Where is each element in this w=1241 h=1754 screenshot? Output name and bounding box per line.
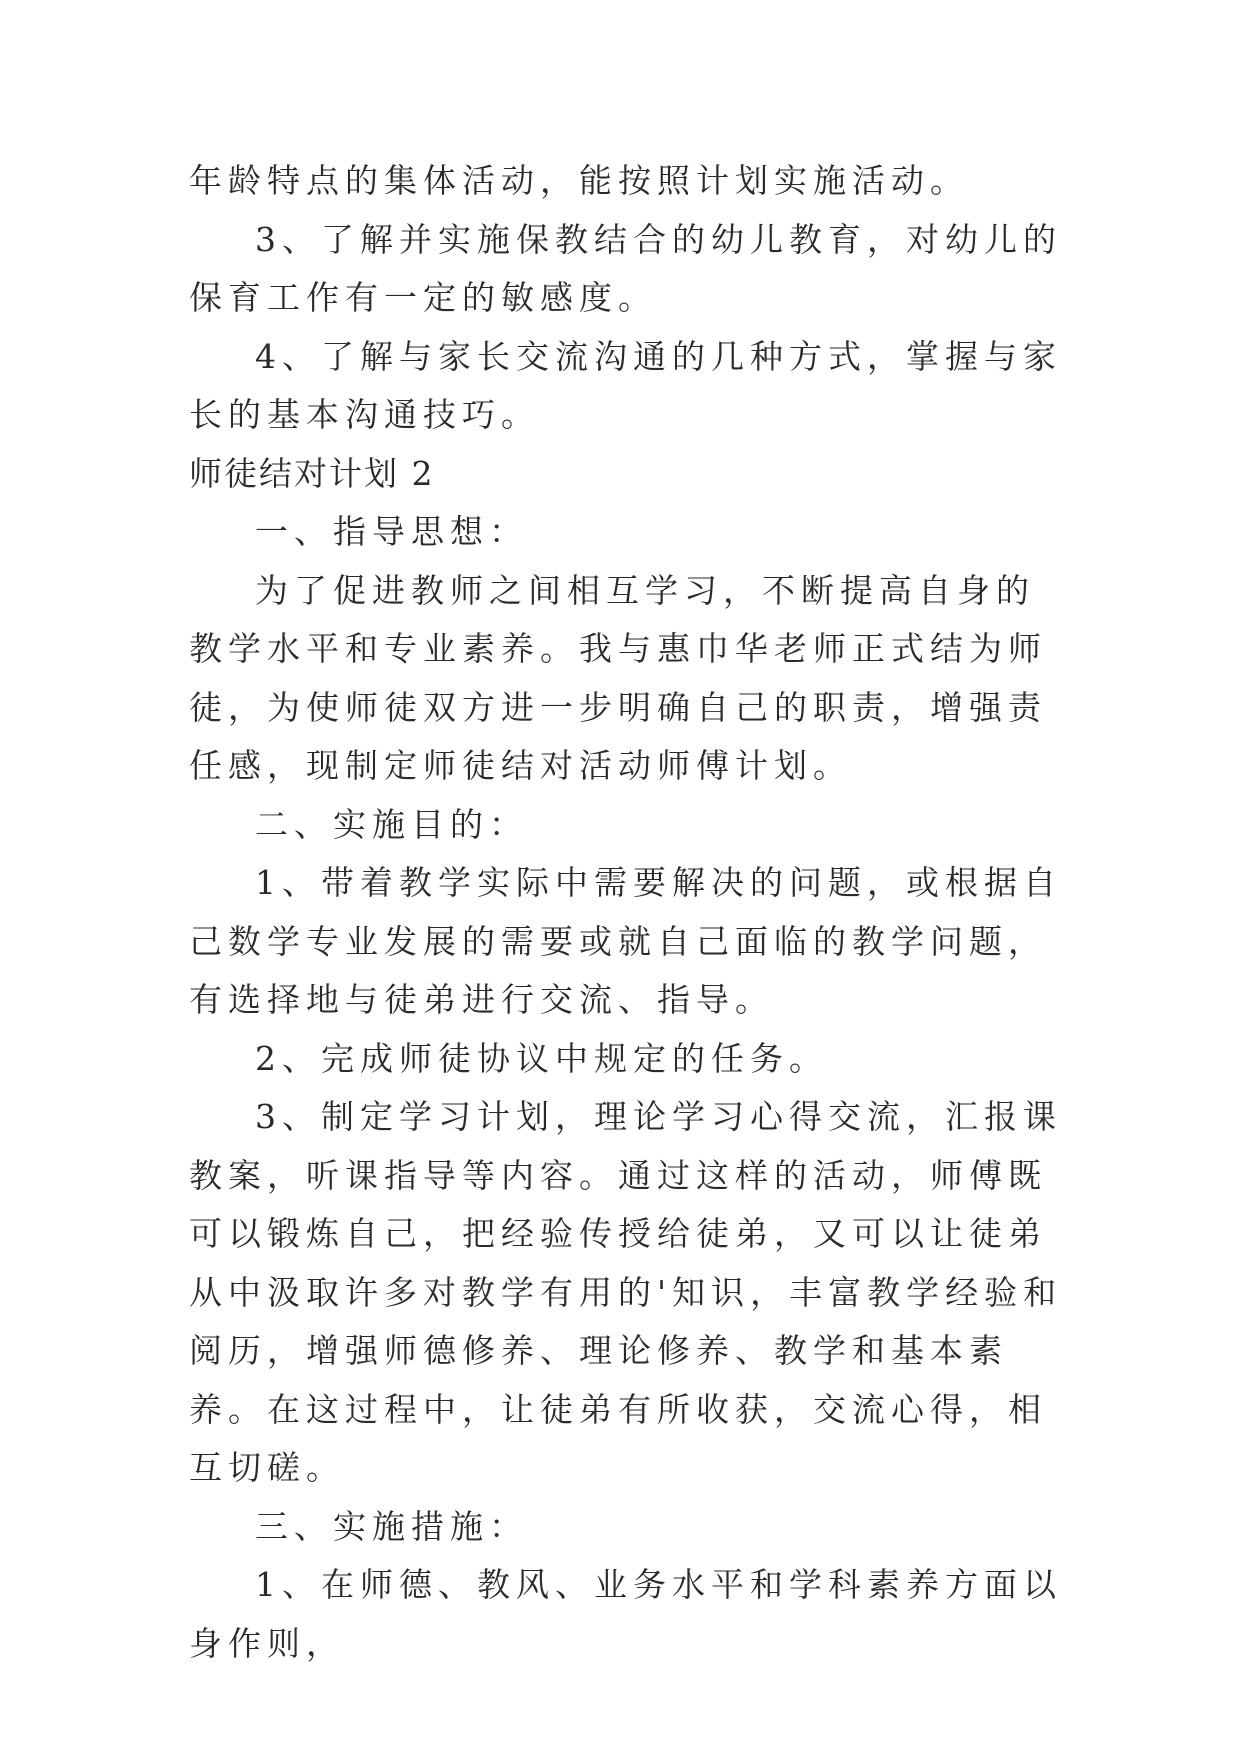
purpose-heading: 二、实施目的： — [255, 804, 528, 844]
paragraph-goal-4: 4、了解与家长交流沟通的几种方式，掌握与家长的基本沟通技巧。 — [189, 336, 1062, 434]
measures-heading: 三、实施措施： — [255, 1506, 528, 1546]
paragraph-purpose-1: 1、带着教学实际中需要解决的问题，或根据自己数学专业发展的需要或就自己面临的教学问题，有选择地与徒弟进行交流、指导。 — [189, 863, 1062, 1019]
paragraph-intro-end: 年龄特点的集体活动，能按照计划实施活动。 — [189, 161, 969, 200]
paragraph-purpose-3: 3、制定学习计划，理论学习心得交流，汇报课教案，听课指导等内容。通过这样的活动，师傅既可以锻炼自己，把经验传授给徒弟，又可以让徒弟从中汲取许多对教学有用的'知识，丰富教学经验和阅历，增强师德修养、理论修养、教学和基本素养。在这过程中，让徒弟有所收获，交流心得，相互切磋。 — [189, 1097, 1063, 1487]
paragraph-goal-3: 3、了解并实施保教结合的幼儿教育，对幼儿的保育工作有一定的敏感度。 — [189, 219, 1062, 317]
paragraph-measures-1: 1、在师德、教风、业务水平和学科素养方面以身作则， — [189, 1565, 1062, 1663]
document-page — [189, 152, 1069, 1673]
paragraph-guiding-body: 为了促进教师之间相互学习，不断提高自身的教学水平和专业素养。我与惠巾华老师正式结为师徒，为使师徒双方进一步明确自己的职责，增强责任感，现制定师徒结对活动师傅计划。 — [189, 570, 1047, 785]
paragraph-purpose-2: 2、完成师徒协议中规定的任务。 — [255, 1038, 828, 1078]
section-title: 师徒结对计划 2 — [189, 453, 435, 493]
guiding-heading: 一、指导思想： — [255, 512, 528, 551]
